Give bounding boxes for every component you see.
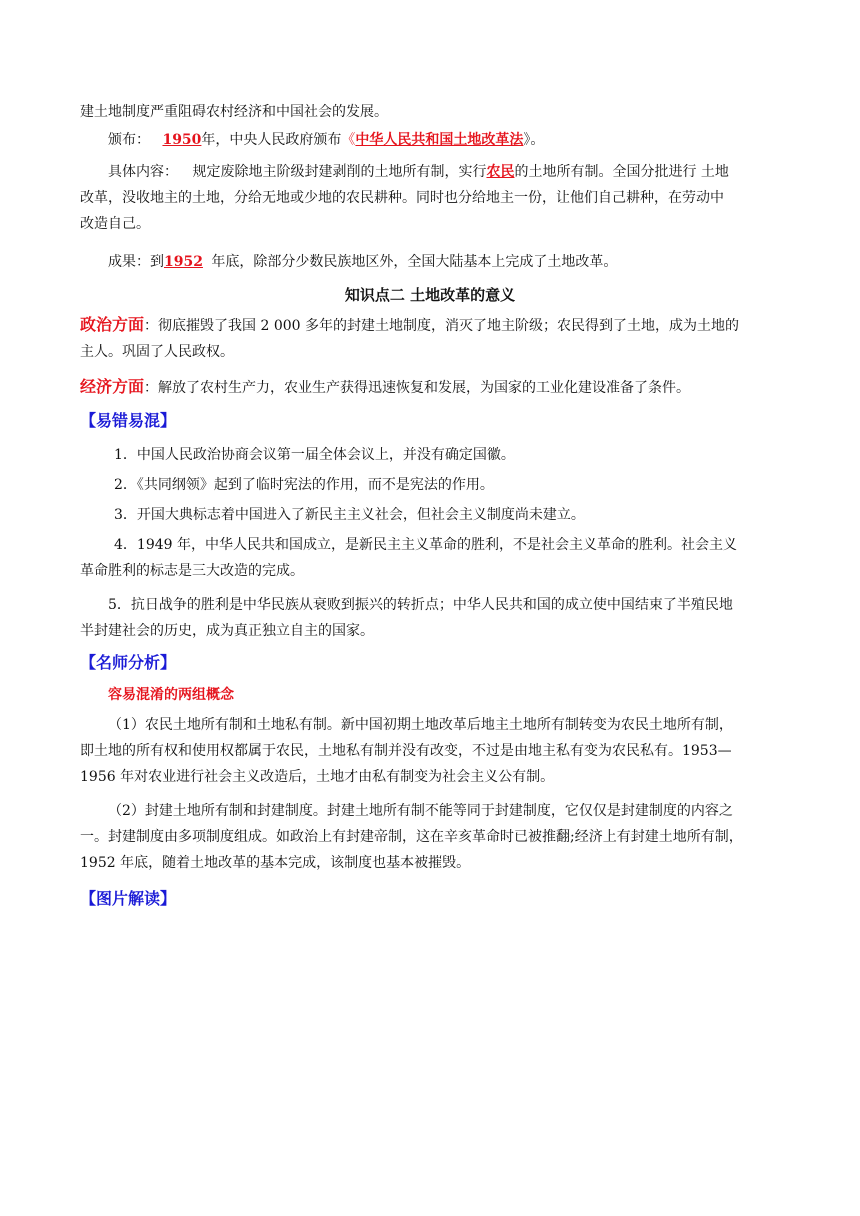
list-item bbox=[80, 592, 780, 644]
list-item-text: 革命胜利的标志是三大改造的完成。 bbox=[80, 563, 304, 579]
list-item-text: 2．《共同纲领》起到了临时宪法的作用，而不是宪法的作用。 bbox=[114, 477, 494, 493]
paragraph-result bbox=[80, 249, 780, 275]
list-item-text: 5．抗日战争的胜利是中华民族从衰败到振兴的转折点；中华人民共和国的成立使中国结束了半殖民地 bbox=[108, 597, 733, 613]
bracket-close: 》。 bbox=[523, 132, 545, 148]
analysis-header bbox=[80, 650, 780, 677]
paragraph-political bbox=[80, 312, 780, 365]
content-label: 具体内容： bbox=[108, 164, 178, 180]
list-item bbox=[80, 442, 780, 468]
economic-text: ：解放了农村生产力，农业生产获得迅速恢复和发展，为国家的工业化建设准备了条件。 bbox=[144, 380, 691, 396]
list-item bbox=[80, 532, 780, 584]
political-label: 政治方面 bbox=[80, 315, 145, 334]
promulgate-text: 年，中央人民政府颁布 bbox=[201, 132, 342, 148]
paragraph-text: 1956 年对农业进行社会主义改造后，土地才由私有制变为社会主义公有制。 bbox=[80, 769, 555, 785]
content-text: 规定废除地主阶级封建剥削的土地所有制，实行 bbox=[192, 164, 487, 180]
list-item bbox=[80, 472, 780, 498]
text-line: 建土地制度严重阻碍农村经济和中国社会的发展。 bbox=[80, 104, 388, 120]
economic-label: 经济方面 bbox=[80, 377, 145, 396]
section-header: 【名师分析】 bbox=[80, 653, 177, 672]
paragraph-land-system-end bbox=[80, 99, 780, 125]
knowledge-point-2-title: 知识点二 土地改革的意义 bbox=[344, 286, 516, 304]
analysis-paragraph-1 bbox=[80, 712, 780, 790]
paragraph-content bbox=[80, 159, 780, 237]
year-1952: 1952 bbox=[164, 254, 203, 270]
result-text: 年底，除部分少数民族地区外，全国大陆基本上完成了土地改革。 bbox=[211, 254, 618, 270]
peasant-keyword: 农民 bbox=[486, 164, 515, 180]
land-reform-law-title: 中华人民共和国土地改革法 bbox=[355, 132, 524, 148]
subtitle: 容易混淆的两组概念 bbox=[108, 687, 234, 703]
content-text: 的土地所有制。全国分批进行 土地 bbox=[514, 164, 729, 180]
list-item-text: 4．1949 年，中华人民共和国成立，是新民主主义革命的胜利，不是社会主义革命的胜利。社会主义 bbox=[114, 537, 737, 553]
promulgate-label: 颁布： bbox=[108, 132, 150, 148]
paragraph-promulgation bbox=[80, 127, 780, 153]
content-text: 改革，没收地主的土地，分给无地或少地的农民耕种。同时也分给地主一份，让他们自己耕种，在劳动中 bbox=[80, 190, 724, 206]
confusions-header bbox=[80, 408, 780, 435]
list-item-text: 半封建社会的历史，成为真正独立自主的国家。 bbox=[80, 623, 374, 639]
paragraph-text: 一。封建制度由多项制度组成。如政治上有封建帝制，这在辛亥革命时已被推翻;经济上有封建土地所有制， bbox=[80, 829, 743, 845]
analysis-subtitle bbox=[80, 682, 780, 708]
year-1950: 1950 bbox=[162, 132, 202, 148]
paragraph-text: 1952 年底，随着土地改革的基本完成，该制度也基本被摧毁。 bbox=[80, 855, 471, 871]
picture-header bbox=[80, 886, 780, 913]
paragraph-economic bbox=[80, 374, 780, 401]
bracket-open: 《 bbox=[341, 132, 356, 148]
political-text: ：彻底摧毁了我国 2 000 多年的封建土地制度，消灭了地主阶级；农民得到了土地，成为土地的 bbox=[144, 318, 739, 334]
paragraph-text: 即土地的所有权和使用权都属于农民，土地私有制并没有改变，不过是由地主私有变为农民私有。1953— bbox=[80, 743, 732, 759]
list-item bbox=[80, 502, 780, 528]
result-label: 成果：到 bbox=[108, 254, 164, 270]
section-header: 【易错易混】 bbox=[80, 411, 177, 430]
paragraph-text: （2）封建土地所有制和封建制度。封建土地所有制不能等同于封建制度，它仅仅是封建制度的内容之 bbox=[108, 803, 733, 819]
paragraph-text: （1）农民土地所有制和土地私有制。新中国初期土地改革后地主土地所有制转变为农民土地所有制， bbox=[108, 717, 733, 733]
section-header: 【图片解读】 bbox=[80, 889, 177, 908]
content-text: 改造自己。 bbox=[80, 216, 150, 232]
political-text: 主人。巩固了人民政权。 bbox=[80, 344, 234, 360]
list-item-text: 3．开国大典标志着中国进入了新民主主义社会，但社会主义制度尚未建立。 bbox=[114, 507, 585, 523]
list-item-text: 1．中国人民政治协商会议第一届全体会议上，并没有确定国徽。 bbox=[114, 447, 515, 463]
analysis-paragraph-2 bbox=[80, 798, 780, 876]
